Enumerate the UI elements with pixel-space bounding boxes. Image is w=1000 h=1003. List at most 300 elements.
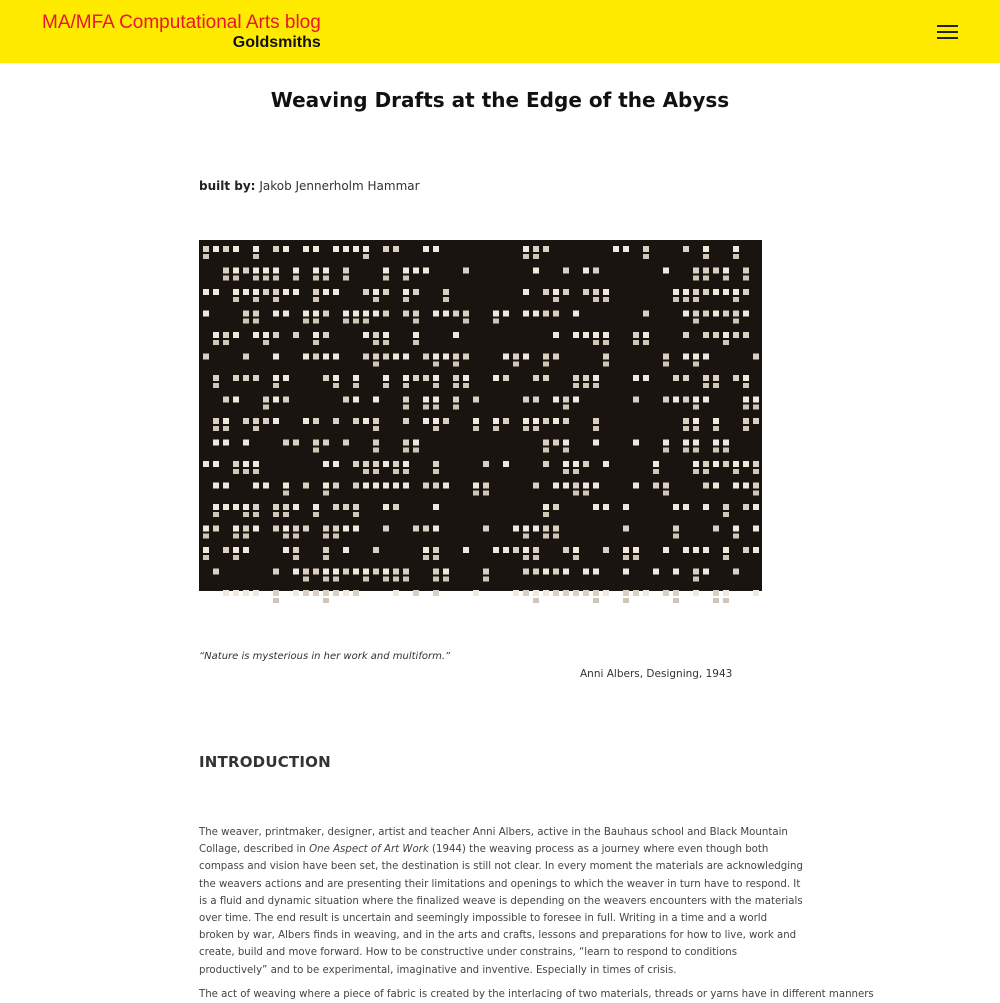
punch-hole [283, 547, 289, 553]
punch-hole [383, 354, 389, 360]
punch-hole [673, 297, 679, 302]
punch-hole [723, 598, 729, 603]
punch-hole [363, 577, 369, 582]
punch-hole [733, 469, 739, 474]
punch-hole [403, 289, 409, 295]
punch-hole [273, 418, 279, 424]
punch-hole [333, 577, 339, 582]
punch-hole [433, 555, 439, 560]
punch-hole [253, 418, 259, 424]
punch-hole [553, 332, 559, 338]
punch-hole [203, 289, 209, 295]
punch-hole [593, 297, 599, 302]
punch-hole [713, 598, 719, 603]
punch-hole [333, 246, 339, 252]
punch-hole [683, 418, 689, 424]
punch-hole [683, 332, 689, 338]
punch-hole [703, 469, 709, 474]
punch-hole [413, 311, 419, 317]
punch-hole [463, 383, 469, 388]
punch-hole [243, 461, 249, 467]
punch-hole [463, 319, 469, 324]
punch-hole [533, 526, 539, 532]
punch-hole [693, 426, 699, 431]
punch-hole [543, 354, 549, 360]
punch-hole [503, 461, 509, 467]
punch-hole [443, 289, 449, 295]
punch-hole [673, 590, 679, 596]
punch-hole [323, 577, 329, 582]
punch-hole [673, 569, 679, 575]
punch-hole [693, 319, 699, 324]
punch-hole [403, 483, 409, 489]
punch-hole [223, 246, 229, 252]
punch-hole [593, 440, 599, 446]
punch-hole [313, 590, 319, 596]
punch-hole [423, 354, 429, 360]
punch-hole [463, 311, 469, 317]
punch-hole [293, 440, 299, 446]
punch-hole [683, 448, 689, 453]
punch-hole [233, 555, 239, 560]
punch-hole [573, 383, 579, 388]
punch-hole [553, 418, 559, 424]
punch-hole [333, 289, 339, 295]
punch-hole [203, 534, 209, 539]
punch-hole [403, 405, 409, 410]
punch-hole [753, 354, 759, 360]
punch-hole [573, 547, 579, 553]
punch-hole [213, 246, 219, 252]
punch-hole [213, 375, 219, 381]
punch-hole [323, 276, 329, 281]
punch-hole [383, 526, 389, 532]
punch-hole [713, 268, 719, 274]
punch-hole [713, 383, 719, 388]
punch-hole [423, 375, 429, 381]
punch-hole [343, 319, 349, 324]
punch-hole [373, 448, 379, 453]
punch-hole [243, 469, 249, 474]
punch-hole [333, 504, 339, 510]
punch-hole [433, 418, 439, 424]
built-by-label: built by: [199, 179, 256, 193]
punch-hole [273, 397, 279, 403]
punch-hole [583, 383, 589, 388]
punch-hole [523, 246, 529, 252]
punch-hole [253, 461, 259, 467]
punch-hole [553, 590, 559, 596]
punch-hole [723, 461, 729, 467]
punch-hole [403, 276, 409, 281]
punch-hole [293, 332, 299, 338]
punch-hole [683, 397, 689, 403]
punch-hole [383, 461, 389, 467]
punch-hole [543, 590, 549, 596]
punch-hole [703, 461, 709, 467]
punch-hole [373, 397, 379, 403]
punch-hole [723, 276, 729, 281]
punch-hole [223, 332, 229, 338]
punch-hole [253, 311, 259, 317]
punch-hole [333, 569, 339, 575]
punch-hole [733, 319, 739, 324]
punch-hole [273, 504, 279, 510]
punch-hole [423, 555, 429, 560]
punch-hole [243, 418, 249, 424]
punch-hole [253, 426, 259, 431]
punch-hole [633, 590, 639, 596]
punch-hole [563, 440, 569, 446]
punch-hole [533, 547, 539, 553]
punch-hole [713, 483, 719, 489]
punch-hole [653, 469, 659, 474]
punch-hole [623, 246, 629, 252]
punch-hole [483, 577, 489, 582]
punch-hole [703, 569, 709, 575]
punch-hole [743, 383, 749, 388]
punch-hole [563, 268, 569, 274]
punch-hole [523, 254, 529, 259]
punch-hole [743, 276, 749, 281]
punch-hole [443, 577, 449, 582]
punch-hole [213, 483, 219, 489]
punch-hole [743, 397, 749, 403]
punch-hole [613, 246, 619, 252]
punch-hole [563, 405, 569, 410]
punch-hole [313, 297, 319, 302]
punch-hole [243, 289, 249, 295]
punch-hole [543, 448, 549, 453]
punch-hole [253, 504, 259, 510]
second-paragraph: The act of weaving where a piece of fabric is created by the interlacing of two materials, threads or yarns have in different manners [199, 989, 874, 1000]
punch-hole [753, 590, 759, 596]
punch-hole [473, 491, 479, 496]
punch-hole [633, 375, 639, 381]
punch-hole [443, 483, 449, 489]
punch-hole [303, 526, 309, 532]
institution-name[interactable]: Goldsmiths [232, 34, 321, 51]
punch-hole [293, 534, 299, 539]
punch-hole [453, 375, 459, 381]
punch-hole [283, 491, 289, 496]
punch-hole [243, 512, 249, 517]
punch-hole [633, 555, 639, 560]
blog-name[interactable]: MA/MFA Computational Arts blog [42, 12, 321, 33]
punch-hole [383, 569, 389, 575]
punch-hole [393, 577, 399, 582]
punch-hole [543, 440, 549, 446]
punch-hole [413, 526, 419, 532]
punch-hole [663, 362, 669, 367]
punch-hole [223, 418, 229, 424]
punch-hole [313, 268, 319, 274]
punch-hole [283, 375, 289, 381]
punch-hole [383, 289, 389, 295]
punch-hole [343, 276, 349, 281]
punch-hole [563, 418, 569, 424]
punch-hole [483, 461, 489, 467]
punch-hole [433, 526, 439, 532]
punch-hole [353, 311, 359, 317]
punch-hole [583, 268, 589, 274]
punch-hole [383, 483, 389, 489]
punch-hole [333, 383, 339, 388]
punch-hole [623, 598, 629, 603]
punch-hole [223, 397, 229, 403]
punch-hole [593, 590, 599, 596]
punch-hole [443, 311, 449, 317]
punch-hole [263, 418, 269, 424]
punch-hole [393, 483, 399, 489]
site-header [0, 0, 1000, 63]
punch-hole [453, 397, 459, 403]
punch-hole [243, 440, 249, 446]
punch-hole [653, 483, 659, 489]
punch-hole [333, 418, 339, 424]
punch-hole [513, 547, 519, 553]
punch-hole [573, 375, 579, 381]
punch-hole [603, 354, 609, 360]
punch-hole [433, 375, 439, 381]
punch-hole [403, 461, 409, 467]
punch-hole [343, 526, 349, 532]
punch-hole [663, 354, 669, 360]
punch-hole [323, 547, 329, 553]
punch-hole [643, 332, 649, 338]
punch-hole [733, 375, 739, 381]
punch-hole [403, 383, 409, 388]
punch-hole [633, 332, 639, 338]
punch-hole [703, 483, 709, 489]
punch-hole [733, 289, 739, 295]
punch-hole [323, 483, 329, 489]
punch-hole [383, 311, 389, 317]
punch-hole [253, 483, 259, 489]
punch-hole [553, 311, 559, 317]
punch-hole [693, 289, 699, 295]
punch-hole [573, 483, 579, 489]
punch-hole [743, 311, 749, 317]
punch-hole [623, 569, 629, 575]
punch-hole [273, 375, 279, 381]
punch-hole [523, 569, 529, 575]
punch-hole [433, 426, 439, 431]
punch-hole [653, 569, 659, 575]
punch-hole [323, 598, 329, 603]
punch-hole [423, 547, 429, 553]
punch-hole [283, 526, 289, 532]
punch-hole [603, 590, 609, 596]
punch-hole [373, 418, 379, 424]
punch-hole [233, 375, 239, 381]
punch-hole [223, 440, 229, 446]
punch-hole [553, 569, 559, 575]
site-logo[interactable] [42, 12, 321, 51]
punch-hole [673, 504, 679, 510]
punch-hole [593, 289, 599, 295]
punch-hole [573, 397, 579, 403]
punch-hole [533, 375, 539, 381]
punch-hole [233, 526, 239, 532]
punch-hole [243, 268, 249, 274]
punch-hole [213, 512, 219, 517]
punch-hole [473, 483, 479, 489]
punch-hole [723, 448, 729, 453]
punch-hole [533, 397, 539, 403]
punch-hole [593, 340, 599, 345]
punch-hole [243, 504, 249, 510]
punch-hole [253, 332, 259, 338]
punch-hole [733, 461, 739, 467]
punch-hole [263, 276, 269, 281]
punch-hole [493, 418, 499, 424]
hero-image [199, 240, 762, 591]
punch-hole [533, 254, 539, 259]
punch-hole [253, 319, 259, 324]
punch-hole [263, 340, 269, 345]
punch-hole [273, 512, 279, 517]
punch-hole [383, 340, 389, 345]
punch-hole [543, 311, 549, 317]
punch-hole [553, 297, 559, 302]
quote-attribution: Anni Albers, Designing, 1943 [580, 668, 733, 680]
punch-hole [433, 577, 439, 582]
punch-hole [243, 590, 249, 596]
punch-hole [353, 483, 359, 489]
punch-hole [373, 297, 379, 302]
punch-hole [543, 534, 549, 539]
punch-hole [253, 512, 259, 517]
punch-hole [683, 440, 689, 446]
punch-hole [353, 418, 359, 424]
punch-hole [393, 569, 399, 575]
punch-hole [403, 311, 409, 317]
punch-hole [733, 483, 739, 489]
punch-hole [273, 246, 279, 252]
punch-hole [373, 547, 379, 553]
punch-hole [233, 590, 239, 596]
punch-hole [683, 375, 689, 381]
punch-hole [373, 340, 379, 345]
punch-hole [463, 268, 469, 274]
hamburger-menu-icon[interactable] [937, 25, 958, 39]
punch-hole [433, 469, 439, 474]
punch-hole [583, 590, 589, 596]
punch-hole [313, 311, 319, 317]
punch-hole [713, 448, 719, 453]
punch-hole [713, 440, 719, 446]
punch-hole [233, 469, 239, 474]
punch-hole [343, 268, 349, 274]
punch-hole [753, 547, 759, 553]
punch-hole [323, 311, 329, 317]
punch-hole [223, 276, 229, 281]
punch-hole [273, 598, 279, 603]
punch-hole [293, 268, 299, 274]
punch-hole [363, 246, 369, 252]
punch-hole [513, 354, 519, 360]
punch-hole [623, 504, 629, 510]
punch-hole [723, 512, 729, 517]
punch-hole [443, 354, 449, 360]
punch-hole [563, 461, 569, 467]
punch-hole [693, 547, 699, 553]
punch-hole [433, 461, 439, 467]
punch-hole [333, 590, 339, 596]
punch-hole [203, 555, 209, 560]
punch-hole [753, 418, 759, 424]
punch-hole [373, 362, 379, 367]
punch-hole [433, 397, 439, 403]
punch-hole [233, 397, 239, 403]
punch-hole [283, 246, 289, 252]
punch-hole [673, 289, 679, 295]
punch-hole [223, 483, 229, 489]
punch-hole [343, 246, 349, 252]
punch-hole [733, 534, 739, 539]
punch-hole [553, 440, 559, 446]
punch-hole [323, 268, 329, 274]
punch-hole [273, 289, 279, 295]
punch-hole [693, 311, 699, 317]
punch-hole [543, 461, 549, 467]
punch-hole [703, 354, 709, 360]
punch-hole [543, 512, 549, 517]
punch-hole [693, 448, 699, 453]
punch-hole [433, 311, 439, 317]
punch-hole [693, 397, 699, 403]
punch-hole [273, 297, 279, 302]
punch-hole [503, 311, 509, 317]
section-heading: INTRODUCTION [199, 753, 331, 771]
punch-hole [253, 590, 259, 596]
punch-hole [313, 504, 319, 510]
punch-hole [433, 569, 439, 575]
punch-hole [503, 354, 509, 360]
punch-hole [743, 504, 749, 510]
punch-hole [333, 461, 339, 467]
punch-hole [583, 289, 589, 295]
punch-hole [383, 375, 389, 381]
punch-card-pattern [199, 240, 762, 591]
punch-hole [223, 426, 229, 431]
punch-hole [733, 254, 739, 259]
punch-hole [353, 512, 359, 517]
punch-hole [683, 297, 689, 302]
punch-hole [393, 590, 399, 596]
paragraph-text: The weaver, printmaker, designer, artist and teacher Anni Albers, active in the Bauhaus school and Black Mountain Collage, described in [199, 827, 788, 856]
punch-hole [243, 375, 249, 381]
punch-hole [393, 461, 399, 467]
punch-hole [603, 289, 609, 295]
punch-hole [243, 311, 249, 317]
punch-hole [643, 246, 649, 252]
punch-hole [593, 332, 599, 338]
punch-hole [523, 289, 529, 295]
punch-hole [523, 354, 529, 360]
punch-hole [373, 354, 379, 360]
punch-hole [263, 397, 269, 403]
punch-hole [213, 332, 219, 338]
punch-hole [663, 491, 669, 496]
punch-hole [533, 268, 539, 274]
punch-hole [413, 332, 419, 338]
punch-hole [263, 289, 269, 295]
punch-hole [363, 332, 369, 338]
punch-hole [273, 590, 279, 596]
punch-hole [213, 426, 219, 431]
